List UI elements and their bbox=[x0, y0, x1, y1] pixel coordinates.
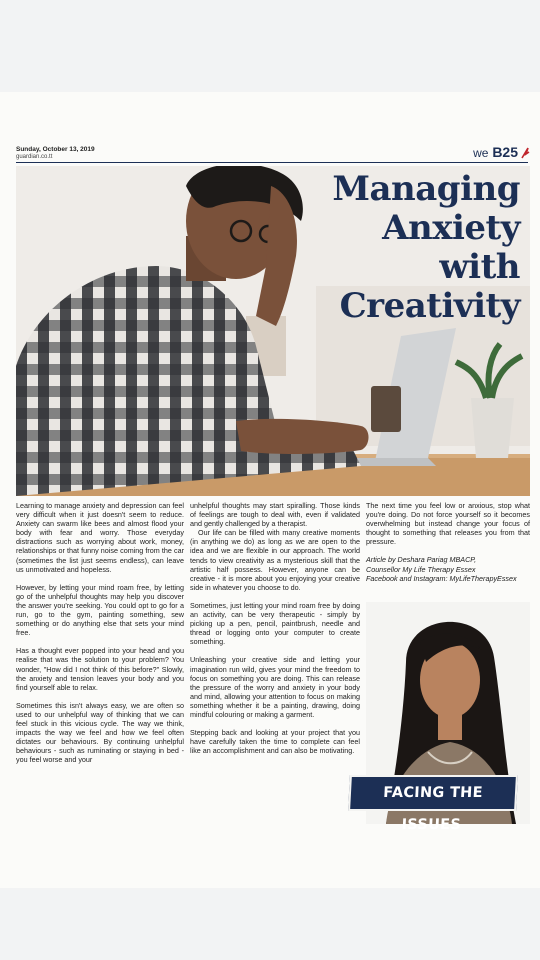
section-banner: FACING THE ISSUES bbox=[348, 775, 518, 811]
paragraph: unhelpful thoughts may start spiralling. Those kinds of feelings are tough to deal with, even if validated and gently challenged by a therapist. bbox=[190, 501, 360, 529]
newspaper-page bbox=[0, 92, 540, 888]
paragraph: Stepping back and looking at your project that you have carefully taken the time to complete can feel like an accomplishment and can also be motivating. bbox=[190, 728, 360, 756]
paragraph: Sometimes this isn't always easy, we are often so used to our unhelpful way of thinking that we can feel stuck in this vicious cycle. The way we think, impacts the way we feel and how we feel often dictates our behaviours. By continuing unhelpful behaviours - such as ruminating or staying in bed - you feel worse and your bbox=[16, 700, 184, 765]
author-byline bbox=[366, 555, 530, 582]
paragraph: Our life can be filled with many creative moments (in anything we do) as long as we are open to the idea and we are flexible in our approach. The world tends to view creativity as a mysterious skill that the artistic half possess. However, anyone can be creative - it is more about you enjoying your creative side in whatever you choose to do. bbox=[190, 528, 360, 592]
paragraph: Has a thought ever popped into your head and you realise that was the solution to your problem? You wonder, "How did I not think of this before?" Slowly, the anxiety and tension leaves your body and you find yourself able to relax. bbox=[16, 646, 184, 692]
byline-line: Counsellor My Life Therapy Essex bbox=[366, 564, 476, 574]
screen-bottom-margin bbox=[0, 888, 540, 960]
swoosh-logo-icon bbox=[520, 146, 530, 160]
paragraph: However, by letting your mind roam free, by letting go of the unhelpful thoughts may help you discover the answer you're seeking. You could opt to go for a run, go to the gym, painting something, sew something or do anything else that sets your mind free. bbox=[16, 582, 184, 638]
hero-photo bbox=[16, 166, 530, 496]
headline-line: with bbox=[439, 247, 520, 287]
article-headline bbox=[310, 170, 520, 326]
byline-line: Article by Deshara Pariag MBACP, bbox=[366, 555, 477, 565]
screen-top-margin bbox=[0, 0, 540, 92]
page-number bbox=[473, 144, 518, 160]
paragraph: Sometimes, just letting your mind roam free by doing an activity, can be very therapeutic - simply by picking up a pen, pencil, paintbrush, needle and thread or logging onto your computer to create something. bbox=[190, 600, 360, 647]
article-column-1 bbox=[16, 501, 184, 773]
headline-line: Managing bbox=[332, 169, 520, 209]
paragraph: Learning to manage anxiety and depression can feel very difficult when it just doesn't seem to reduce. Anxiety can swarm like bees and almost flood your body with fear and worry. Those everyday distractions such as worrying about work, money, relationships or that funny noise coming from the car (sometimes the list just seems endless), can leave us unmotivated and hopeless. bbox=[16, 501, 184, 574]
paragraph: Unleashing your creative side and letting your imagination run wild, gives your mind the freedom to focus on something you are doing. This can release the pressure of the worry and anxiety in your body and mind, allowing your attention to focus on making something whether it be a painting, drawing, doing mindful colouring or making a garment. bbox=[190, 655, 360, 719]
page-code: B25 bbox=[492, 144, 518, 160]
headline-line: Creativity bbox=[339, 286, 520, 326]
site-url: guardian.co.tt bbox=[16, 154, 53, 160]
byline-line: Facebook and Instagram: MyLifeTherapyEssex bbox=[366, 573, 517, 583]
paragraph: The next time you feel low or anxious, stop what you're doing. Do not force yourself so it becomes overwhelming but instead change your focus of thought to something that releases you from that pressure. bbox=[366, 501, 530, 547]
article-column-2 bbox=[190, 501, 360, 764]
article-column-3 bbox=[366, 501, 530, 583]
masthead-rule bbox=[16, 162, 528, 163]
headline-line: Anxiety bbox=[382, 208, 520, 248]
section-name: we bbox=[473, 146, 489, 160]
issue-date: Sunday, October 13, 2019 bbox=[16, 146, 95, 153]
